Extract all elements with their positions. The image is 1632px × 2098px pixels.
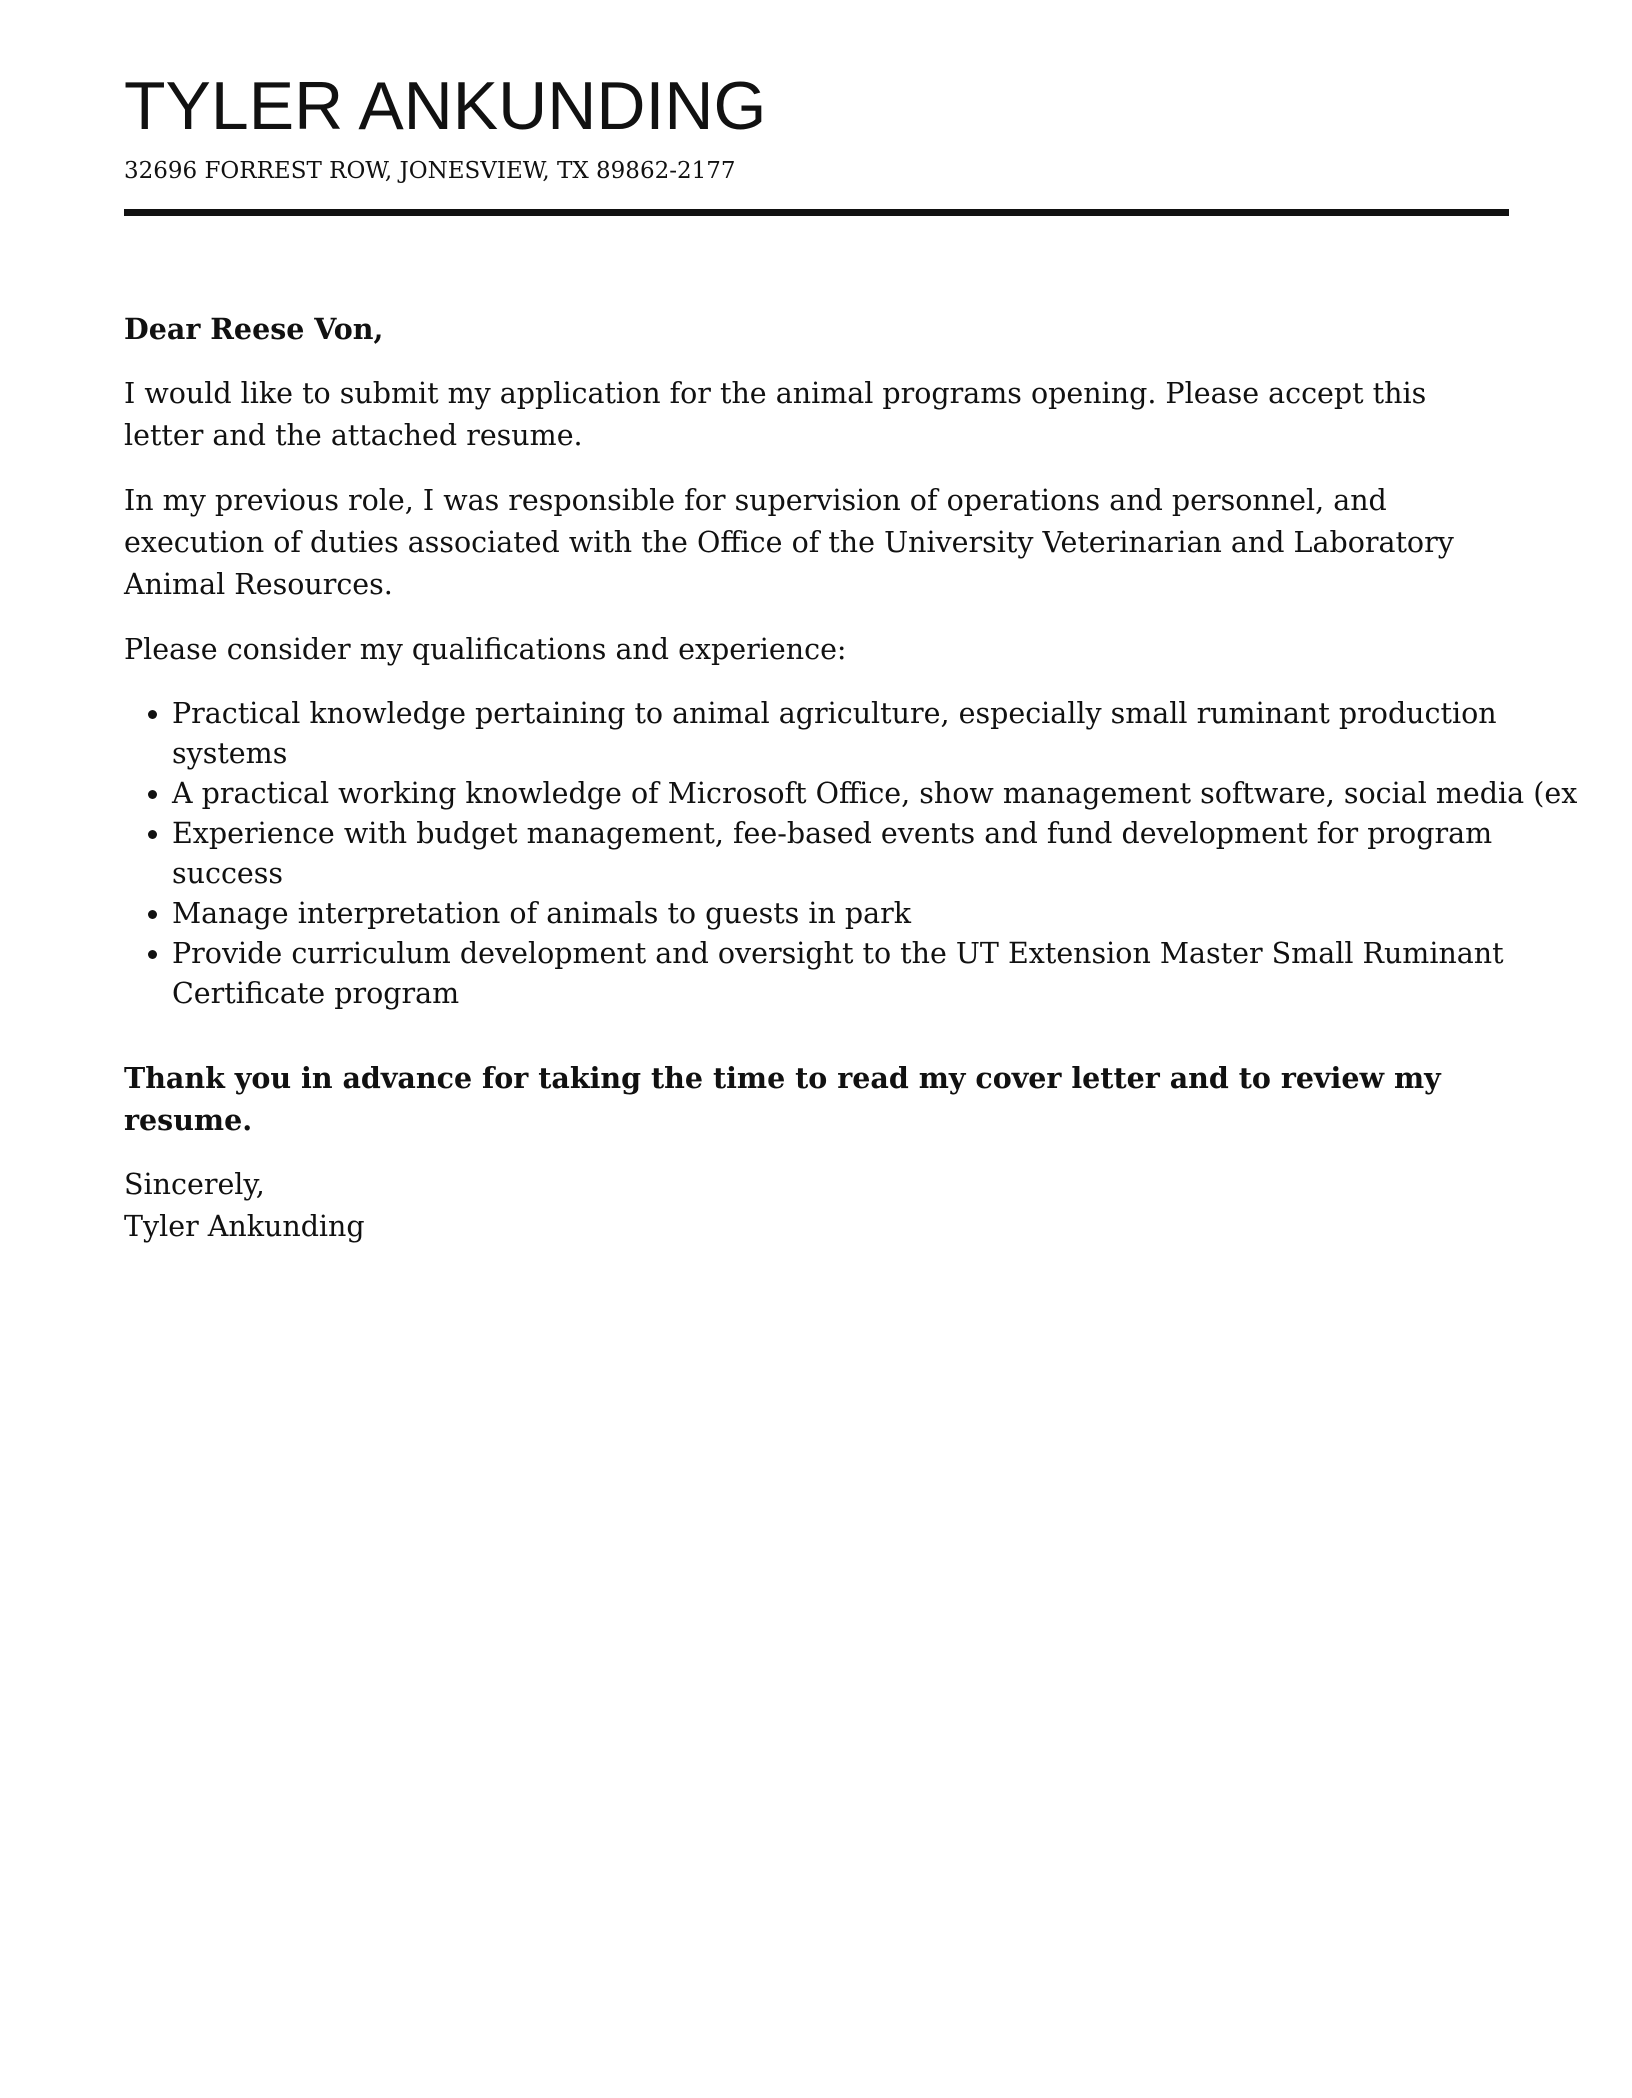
letter-header xyxy=(124,0,1509,216)
list-item: • Practical knowledge pertaining to animal agriculture, especially small ruminant production systems xyxy=(172,694,1509,774)
signature-name: Tyler Ankunding xyxy=(124,1210,365,1243)
intro-paragraph: I would like to submit my application for the animal programs opening. Please accept this letter and the attached resume. xyxy=(124,377,1427,452)
list-item: • Experience with budget management, fee-based events and fund development for program success xyxy=(172,814,1509,894)
letter-body xyxy=(124,308,1578,1248)
list-item: • Manage interpretation of animals to guests in park xyxy=(172,894,1509,934)
closing-statement: Thank you in advance for taking the time to read my cover letter and to review my resume. xyxy=(124,1061,1441,1137)
qualifications-list xyxy=(124,694,1578,1014)
salutation: Dear Reese Von, xyxy=(124,312,384,346)
applicant-name: TYLER ANKUNDING xyxy=(124,68,767,144)
experience-paragraph: In my previous role, I was responsible for supervision of operations and personnel, and execution of duties associated with the Office of the University Veterinarian and Laboratory Animal Resources. xyxy=(124,484,1454,601)
signoff: Sincerely, xyxy=(124,1168,265,1201)
qualifications-intro: Please consider my qualifications and experience: xyxy=(124,633,847,666)
applicant-address: 32696 FORREST ROW, JONESVIEW, TX 89862-2177 xyxy=(124,158,736,184)
header-divider xyxy=(124,209,1509,216)
list-item: • A practical working knowledge of Microsoft Office, show management software, social media (ex xyxy=(172,774,1509,814)
list-item: • Provide curriculum development and oversight to the UT Extension Master Small Ruminant Certificate program xyxy=(172,934,1509,1014)
